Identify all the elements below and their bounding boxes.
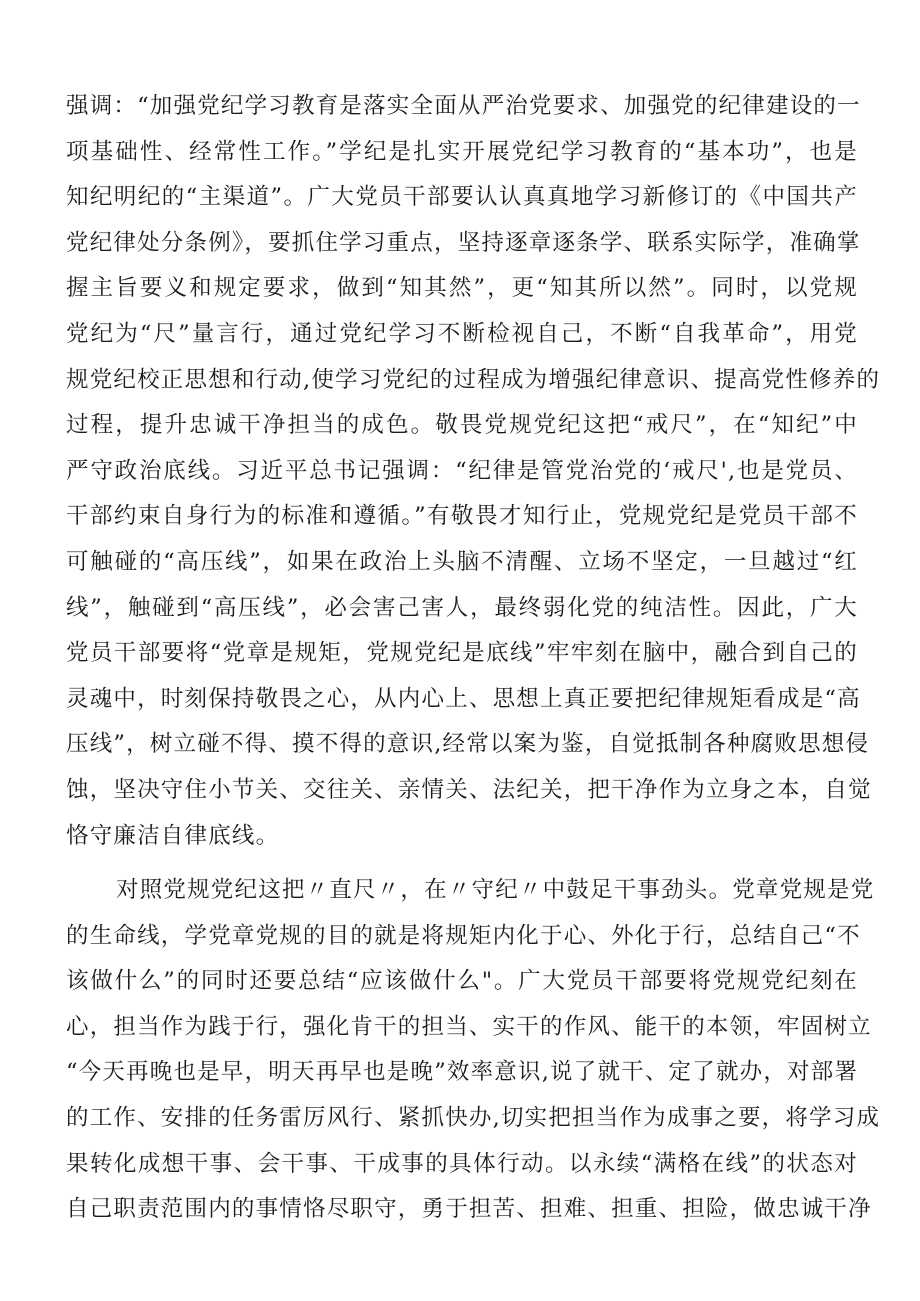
- text-line: 线”，触碰到“高压线”，必会害己害人，最终弱化党的纯洁性。因此，广大: [66, 594, 858, 621]
- text-line: 强调：“加强党纪学习教育是落实全面从严治党要求、加强党的纪律建设的一: [66, 93, 861, 119]
- text-line: 的生命线，学党章党规的目的就是将规矩内化于心、外化于行，总结自己“不: [66, 922, 861, 949]
- paragraph-1: [66, 84, 881, 859]
- text-line: 党纪为“尺”量言行，通过党纪学习不断检视自己，不断“自我革命”，用党: [66, 320, 858, 347]
- text-line: “今天再晚也是早，明天再早也是晚”效率意识,说了就干、定了就办，对部署: [66, 1059, 859, 1086]
- text-line: 的工作、安排的任务雷厉风行、紧抓快办,切实把担当作为成事之要，将学习成: [66, 1105, 881, 1132]
- text-line: 可触碰的“高压线”，如果在政治上头脑不清醒、立场不坚定，一旦越过“红: [66, 548, 858, 575]
- text-line: 项基础性、经常性工作。”学纪是扎实开展党纪学习教育的“基本功”，也是: [66, 138, 858, 165]
- text-line: 该做什么”的同时还要总结“应该做什么"。广大党员干部要将党规党纪刻在: [66, 968, 858, 995]
- text-line: 压线”，树立碰不得、摸不得的意识,经常以案为鉴，自觉抵制各种腐败思想侵: [66, 731, 870, 758]
- text-line: 规党纪校正思想和行动,使学习党纪的过程成为增强纪律意识、提高党性修养的: [66, 366, 881, 393]
- text-line: 自己职责范围内的事情恪尽职守，勇于担苦、担难、担重、担险，做忠诚干净: [66, 1196, 872, 1223]
- text-line: 知纪明纪的“主渠道”。广大党员干部要认认真真地学习新修订的《中国共产: [66, 184, 858, 211]
- text-line: 握主旨要义和规定要求，做到“知其然”，更“知其所以然”。同时，以党规: [66, 275, 858, 302]
- text-line: 果转化成想干事、会干事、干成事的具体行动。以永续“满格在线”的状态对: [66, 1150, 858, 1177]
- paragraph-spacer: [66, 859, 858, 868]
- text-line: 严守政治底线。习近平总书记强调：“纪律是管党治党的‘戒尺',也是党员、: [66, 457, 858, 484]
- text-line: 灵魂中，时刻保持敬畏之心，从内心上、思想上真正要把纪律规矩看成是“高: [66, 685, 861, 712]
- paragraph-2: [66, 868, 881, 1233]
- text-line: 党员干部要将“党章是规矩，党规党纪是底线”牢牢刻在脑中，融合到自己的: [66, 640, 858, 667]
- text-line: 恪守廉洁自律底线。: [66, 822, 280, 849]
- text-line: 过程，提升忠诚干净担当的成色。敬畏党规党纪这把“戒尺”，在“知纪”中: [66, 412, 858, 439]
- text-line: 干部约束自身行为的标准和遵循。”有敬畏才知行止，党规党纪是党员干部不: [66, 503, 858, 530]
- text-line: 蚀，坚决守住小节关、交往关、亲情关、法纪关，把干净作为立身之本，自觉: [66, 776, 872, 803]
- document-body: [66, 84, 881, 1233]
- text-line: 对照党规党纪这把〃直尺〃，在〃守纪〃中鼓足干事劲头。党章党规是党: [116, 877, 875, 904]
- text-line: 党纪律处分条例》，要抓住学习重点，坚持逐章逐条学、联系实际学，准确掌: [66, 229, 861, 256]
- text-line: 心，担当作为践于行，强化肯干的担当、实干的作风、能干的本领，牢固树立: [66, 1013, 872, 1040]
